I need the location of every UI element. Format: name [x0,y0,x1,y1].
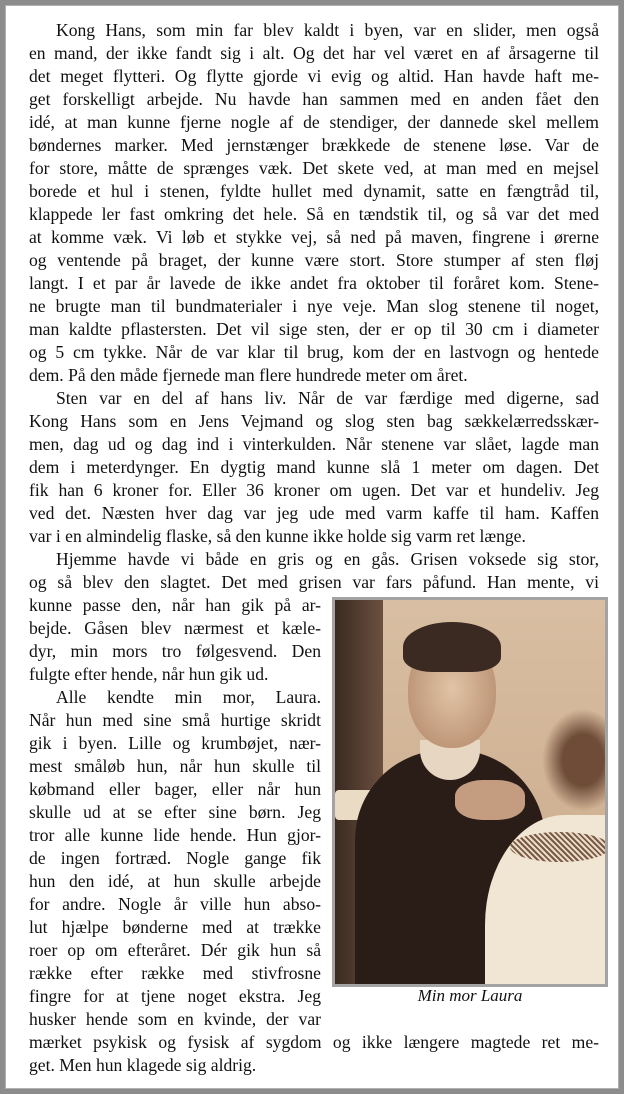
photo-caption: Min mor Laura [417,986,523,1005]
text-line: ne brugte man til bundmaterialer i nye veje. Man slog stenene til noget, [29,296,599,316]
text-line: borede et hul i stenen, fyldte hullet med dynamit, satte en fængtråd til, [29,181,599,201]
document-page [5,5,619,1089]
text-line: dem i meterdynger. En dygtig mand kunne slå 1 meter om dagen. Det [29,457,599,477]
text-line: lut hjælpe bønderne med at trække [29,917,321,937]
text-line: fulgte efter hende, når hun gik ud. [29,664,269,684]
text-line: Sten var en del af hans liv. Når de var færdige med digerne, sad [56,388,599,408]
text-line: købmand eller bager, eller når hun [29,779,321,799]
photo-woman-hands [455,780,525,820]
photo-plant [535,700,608,820]
text-line: get. Men hun klagede sig aldrig. [29,1055,257,1075]
text-line: række efter række med stivfrosne [29,963,321,983]
text-line: man kaldte pflastersten. Det vil sige sten, der er op til 30 cm i diameter [29,319,599,339]
text-line: for store, måtte de sprænges væk. Det skete ved, at man med en mejsel [29,158,599,178]
text-line: Hjemme havde vi både en gris og en gås. Grisen voksede sig stor, [56,549,599,569]
text-line: for andre. Nogle år ville hun abso- [29,894,321,914]
text-line: langt. I et par år lavede de ikke andet fra oktober til foråret kom. Stene- [29,273,599,293]
text-line: og ventende på braget, der kunne være stort. Store stumper af sten fløj [29,250,599,270]
text-line: men, dag ud og dag ind i vinterkulden. Når stenene var slået, lagde man [29,434,599,454]
photo-doily [510,832,608,862]
text-line: Kong Hans som en Jens Vejmand og slog sten bag sækkelærredsskær- [29,411,599,431]
photo-woman-hair [403,622,501,672]
text-line: en mand, der ikke fandt sig i alt. Og det har vel været en af årsagerne til [29,43,599,63]
text-line: klappede ler fast omkring det hele. Så en tændstik til, og så var det med [29,204,599,224]
text-line: idé, at man kunne fjerne nogle af de stendiger, der dannede skel mellem [29,112,599,132]
text-line: husker hende som en kvinde, der var [29,1009,321,1029]
text-line: var i en almindelig flaske, så den kunne ikke holde sig varm ret længe. [29,526,526,546]
text-line: bejde. Gåsen blev nærmest et kæle- [29,618,321,638]
text-line: mærket psykisk og fysisk af sygdom og ikke længere magtede ret me- [29,1032,599,1052]
text-line: det meget flytteri. Og flytte gjorde vi evig og altid. Han havde haft me- [29,66,599,86]
text-line: bøndernes marker. Med jernstænger brækkede de stenene løse. Var de [29,135,599,155]
text-line: og så blev den slagtet. Det med grisen var fars påfund. Han mente, vi [29,572,599,592]
text-line: ved det. Næsten hver dag var jeg ude med varm kaffe til ham. Kaffen [29,503,599,523]
text-line: dyr, min mors tro følgesvend. Den [29,641,321,661]
text-line: de ingen fortræd. Nogle gange fik [29,848,321,868]
text-line: fingre for at tjene noget ekstra. Jeg [29,986,321,1006]
text-line: gik i byen. Lille og krumbøjet, nær- [29,733,321,753]
text-line: Kong Hans, som min far blev kaldt i byen, var en slider, men også [56,20,599,40]
text-line: og 5 cm tykke. Når de var klar til brug, kom der en lastvogn og hentede [29,342,599,362]
text-line: get forskelligt arbejde. Nu havde han sammen med en anden fået den [29,89,599,109]
text-line: roer op om efteråret. Dér gik hun så [29,940,321,960]
portrait-photo [332,597,608,987]
text-line: Når hun med sine små hurtige skridt [29,710,321,730]
text-line: dem. På den måde fjernede man flere hundrede meter om året. [29,365,468,385]
text-line: skulle ud at se efter sine børn. Jeg [29,802,321,822]
text-line: kunne passe den, når han gik på ar- [29,595,321,615]
text-line: Alle kendte min mor, Laura. [56,687,321,707]
text-line: fik han 6 kroner for. Eller 36 kroner om ugen. Det var et hundeliv. Jeg [29,480,599,500]
text-line: hun den idé, at hun skulle arbejde [29,871,321,891]
text-line: at komme væk. Vi løb et stykke vej, så ned på maven, fingrene i ørerne [29,227,599,247]
text-line: tror alle kunne lide hende. Hun gjor- [29,825,321,845]
text-line: mest småløb hun, når hun skulle til [29,756,321,776]
